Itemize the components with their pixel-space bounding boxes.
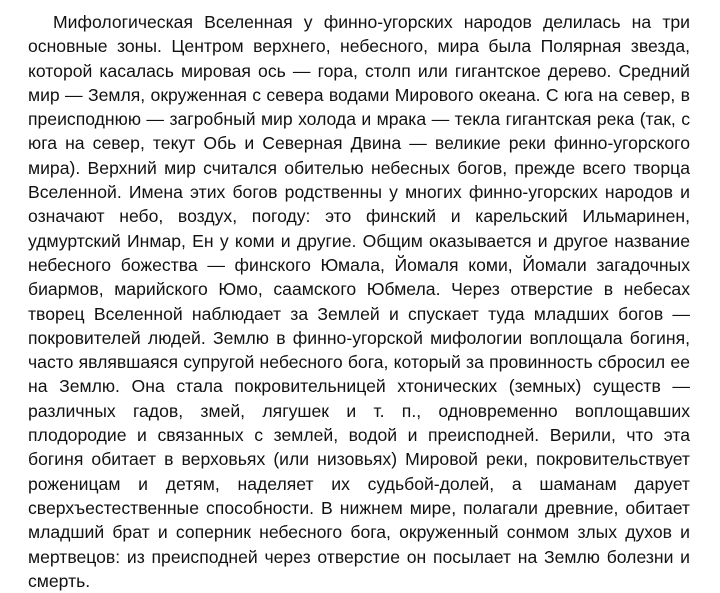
body-paragraph: Мифологическая Вселенная у финно-угорских народов делилась на три основные зоны. Центром верхнего, небесного, мира была Полярная звезда, которой касалась мировая ось — гора, столп или гигантское дерево. Средний мир — Земля, окруженная с севера водами Мирового океана. С юга на север, в преисподнюю — загробный мир холода и мрака — текла гигантская река (так, с юга на север, текут Обь и Северная Двина — великие реки финно-угорского мира). Верхний мир считался обителью небесных богов, прежде всего творца Вселенной. Имена этих богов родственны у многих финно-угорских народов и означают небо, воздух, погоду: это финский и карельский Ильмаринен, удмуртский Инмар, Ен у коми и другие. Общим оказывается и другое название небесного божества — финского Юмала, Йомаля коми, Йомали загадочных биармов, марийского Юмо, саамского Юбмела. Через отверстие в небесах творец Вселенной наблюдает за Землей и спускает туда младших богов — покровителей людей. Землю в финно-угорской мифологии воплощала богиня, часто являвшаяся супругой небесного бога, который за провинность сбросил ее на Землю. Она стала покровительницей хтонических (земных) существ — различных гадов, змей, лягушек и т. п., одновременно воплощавших плодородие и связанных с землей, водой и преисподней. Верили, что эта богиня обитает в верховьях (или низовьях) Мировой реки, покровительствует роженицам и детям, наделяет их судьбой-долей, а шаманам дарует сверхъестественные способности. В нижнем мире, полагали древние, обитает младший брат и соперник небесного бога, окруженный сонмом злых духов и мертвецов: из преисподней через отверстие он посылает на Землю болезни и смерть. bbox=[28, 12, 690, 591]
